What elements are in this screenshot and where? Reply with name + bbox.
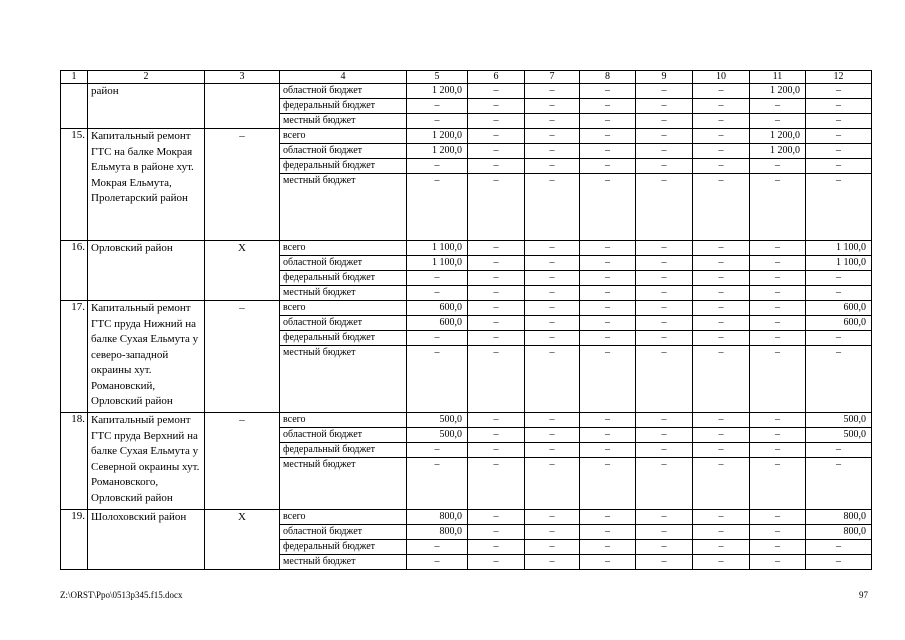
amount-cell: – — [750, 256, 806, 271]
header-cell: 2 — [88, 71, 205, 84]
amount-cell: – — [525, 331, 580, 346]
object-name: Шолоховский район — [88, 510, 205, 570]
amount-cell: – — [750, 99, 806, 114]
amount-cell: – — [693, 331, 750, 346]
amount-cell: – — [468, 443, 525, 458]
amount-cell: – — [580, 256, 636, 271]
amount-cell: – — [468, 540, 525, 555]
header-row — [61, 71, 872, 84]
table-row — [61, 84, 872, 99]
amount-cell: – — [693, 316, 750, 331]
amount-cell: 800,0 — [407, 525, 468, 540]
amount-cell: – — [636, 114, 693, 129]
amount-cell: – — [580, 540, 636, 555]
amount-cell: – — [468, 525, 525, 540]
amount-cell: – — [636, 129, 693, 144]
row-number: 16. — [61, 241, 88, 301]
amount-cell: – — [750, 428, 806, 443]
amount-cell: – — [525, 413, 580, 428]
amount-cell: – — [525, 84, 580, 99]
budget-type: областной бюджет — [280, 525, 407, 540]
amount-cell: – — [750, 174, 806, 241]
amount-cell: – — [750, 316, 806, 331]
amount-cell: – — [407, 540, 468, 555]
amount-cell: 500,0 — [407, 413, 468, 428]
budget-type: местный бюджет — [280, 458, 407, 510]
amount-cell: – — [636, 346, 693, 413]
amount-cell: – — [806, 540, 872, 555]
amount-cell: 1 200,0 — [750, 144, 806, 159]
amount-cell: – — [407, 271, 468, 286]
amount-cell: – — [750, 525, 806, 540]
header-cell: 10 — [693, 71, 750, 84]
amount-cell: – — [750, 540, 806, 555]
object-name: район — [88, 84, 205, 129]
amount-cell: – — [468, 555, 525, 570]
amount-cell: – — [468, 174, 525, 241]
amount-cell: – — [468, 286, 525, 301]
amount-cell: – — [636, 510, 693, 525]
amount-cell: – — [525, 286, 580, 301]
amount-cell: – — [636, 256, 693, 271]
amount-cell: 800,0 — [806, 525, 872, 540]
amount-cell: 800,0 — [407, 510, 468, 525]
amount-cell: – — [636, 241, 693, 256]
amount-cell: – — [468, 84, 525, 99]
amount-cell: – — [407, 174, 468, 241]
amount-cell: – — [580, 458, 636, 510]
amount-cell: – — [693, 286, 750, 301]
amount-cell: – — [693, 84, 750, 99]
amount-cell: – — [636, 174, 693, 241]
amount-cell: – — [407, 555, 468, 570]
amount-cell: – — [750, 271, 806, 286]
amount-cell: – — [636, 443, 693, 458]
amount-cell: – — [636, 458, 693, 510]
amount-cell: – — [407, 99, 468, 114]
header-cell: 6 — [468, 71, 525, 84]
amount-cell: – — [407, 458, 468, 510]
table-row — [61, 413, 872, 428]
amount-cell: – — [468, 413, 525, 428]
header-cell: 4 — [280, 71, 407, 84]
amount-cell: – — [693, 413, 750, 428]
amount-cell: – — [580, 174, 636, 241]
amount-cell: – — [636, 144, 693, 159]
amount-cell: – — [636, 428, 693, 443]
amount-cell: – — [580, 159, 636, 174]
budget-type: всего — [280, 241, 407, 256]
amount-cell: – — [468, 129, 525, 144]
amount-cell: – — [468, 301, 525, 316]
amount-cell: 1 100,0 — [806, 256, 872, 271]
amount-cell: – — [636, 540, 693, 555]
amount-cell: – — [525, 525, 580, 540]
footer-page-number: 97 — [859, 590, 868, 600]
row-number — [61, 84, 88, 129]
amount-cell: 600,0 — [407, 301, 468, 316]
amount-cell: – — [750, 159, 806, 174]
amount-cell: – — [580, 271, 636, 286]
budget-type: местный бюджет — [280, 114, 407, 129]
amount-cell: – — [525, 346, 580, 413]
amount-cell: – — [468, 159, 525, 174]
amount-cell: – — [525, 114, 580, 129]
amount-cell: – — [468, 316, 525, 331]
amount-cell: 1 200,0 — [407, 84, 468, 99]
amount-cell: – — [693, 159, 750, 174]
amount-cell: 600,0 — [407, 316, 468, 331]
amount-cell: 1 200,0 — [750, 129, 806, 144]
amount-cell: 1 200,0 — [407, 144, 468, 159]
amount-cell: – — [525, 271, 580, 286]
amount-cell: – — [525, 540, 580, 555]
budget-type: всего — [280, 129, 407, 144]
amount-cell: – — [525, 301, 580, 316]
amount-cell: – — [750, 458, 806, 510]
amount-cell: 1 100,0 — [407, 256, 468, 271]
amount-cell: – — [468, 331, 525, 346]
amount-cell: – — [407, 114, 468, 129]
amount-cell: – — [806, 99, 872, 114]
amount-cell: – — [580, 144, 636, 159]
amount-cell: – — [636, 331, 693, 346]
amount-cell: – — [407, 331, 468, 346]
header-cell: 9 — [636, 71, 693, 84]
amount-cell: – — [407, 286, 468, 301]
row-number: 17. — [61, 301, 88, 413]
budget-type: всего — [280, 301, 407, 316]
amount-cell: 1 100,0 — [806, 241, 872, 256]
budget-type: местный бюджет — [280, 286, 407, 301]
amount-cell: – — [636, 84, 693, 99]
amount-cell: – — [750, 555, 806, 570]
amount-cell: – — [636, 271, 693, 286]
amount-cell: – — [636, 525, 693, 540]
amount-cell: – — [580, 84, 636, 99]
amount-cell: – — [750, 510, 806, 525]
amount-cell: – — [468, 510, 525, 525]
table-row — [61, 129, 872, 144]
amount-cell: – — [806, 129, 872, 144]
amount-cell: – — [806, 331, 872, 346]
amount-cell: – — [580, 129, 636, 144]
amount-cell: – — [636, 413, 693, 428]
amount-cell: – — [525, 316, 580, 331]
amount-cell: – — [407, 443, 468, 458]
amount-cell: 600,0 — [806, 301, 872, 316]
header-cell: 1 — [61, 71, 88, 84]
column-3-value: – — [205, 413, 280, 510]
amount-cell: – — [580, 286, 636, 301]
amount-cell: – — [468, 256, 525, 271]
header-cell: 8 — [580, 71, 636, 84]
amount-cell: – — [806, 174, 872, 241]
amount-cell: – — [693, 346, 750, 413]
budget-type: областной бюджет — [280, 316, 407, 331]
budget-type: федеральный бюджет — [280, 99, 407, 114]
amount-cell: – — [525, 458, 580, 510]
budget-type: местный бюджет — [280, 346, 407, 413]
row-number: 19. — [61, 510, 88, 570]
budget-type: областной бюджет — [280, 84, 407, 99]
budget-type: федеральный бюджет — [280, 331, 407, 346]
amount-cell: – — [580, 99, 636, 114]
amount-cell: – — [693, 144, 750, 159]
amount-cell: – — [693, 540, 750, 555]
amount-cell: – — [806, 159, 872, 174]
object-name: Капитальный ремонт ГТС на балке Мокрая Ельмута в районе хут. Мокрая Ельмута, Пролетарский район — [88, 129, 205, 241]
amount-cell: – — [407, 159, 468, 174]
amount-cell: – — [468, 428, 525, 443]
amount-cell: – — [693, 525, 750, 540]
header-cell: 3 — [205, 71, 280, 84]
column-3-value: Х — [205, 510, 280, 570]
amount-cell: – — [525, 256, 580, 271]
budget-type: федеральный бюджет — [280, 443, 407, 458]
amount-cell: 1 200,0 — [750, 84, 806, 99]
amount-cell: – — [750, 346, 806, 413]
amount-cell: – — [693, 271, 750, 286]
amount-cell: 500,0 — [407, 428, 468, 443]
amount-cell: – — [693, 174, 750, 241]
amount-cell: – — [525, 443, 580, 458]
header-cell: 7 — [525, 71, 580, 84]
amount-cell: 500,0 — [806, 428, 872, 443]
object-name: Орловский район — [88, 241, 205, 301]
amount-cell: – — [407, 346, 468, 413]
amount-cell: – — [750, 331, 806, 346]
budget-type: всего — [280, 413, 407, 428]
table-body — [61, 71, 872, 570]
header-cell: 11 — [750, 71, 806, 84]
amount-cell: – — [806, 443, 872, 458]
amount-cell: – — [580, 331, 636, 346]
amount-cell: – — [806, 144, 872, 159]
budget-type: местный бюджет — [280, 555, 407, 570]
amount-cell: – — [806, 271, 872, 286]
amount-cell: – — [636, 99, 693, 114]
amount-cell: – — [525, 555, 580, 570]
table-row — [61, 510, 872, 525]
amount-cell: – — [750, 241, 806, 256]
amount-cell: – — [693, 241, 750, 256]
footer-file-path: Z:\ORST\Ppo\0513p345.f15.docx — [60, 590, 183, 600]
amount-cell: – — [580, 346, 636, 413]
column-3-value: – — [205, 301, 280, 413]
amount-cell: – — [580, 428, 636, 443]
table-row — [61, 301, 872, 316]
amount-cell: – — [468, 271, 525, 286]
budget-type: всего — [280, 510, 407, 525]
amount-cell: – — [806, 458, 872, 510]
amount-cell: – — [750, 286, 806, 301]
amount-cell: – — [525, 144, 580, 159]
amount-cell: – — [525, 428, 580, 443]
amount-cell: – — [580, 316, 636, 331]
amount-cell: – — [750, 443, 806, 458]
amount-cell: 1 200,0 — [407, 129, 468, 144]
header-cell: 12 — [806, 71, 872, 84]
amount-cell: – — [525, 159, 580, 174]
amount-cell: – — [750, 413, 806, 428]
column-3-value — [205, 84, 280, 129]
amount-cell: – — [693, 428, 750, 443]
amount-cell: 500,0 — [806, 413, 872, 428]
amount-cell: – — [806, 84, 872, 99]
budget-type: федеральный бюджет — [280, 159, 407, 174]
amount-cell: – — [468, 458, 525, 510]
amount-cell: – — [636, 301, 693, 316]
amount-cell: – — [525, 510, 580, 525]
amount-cell: – — [693, 114, 750, 129]
amount-cell: – — [468, 346, 525, 413]
amount-cell: – — [525, 99, 580, 114]
budget-type: областной бюджет — [280, 256, 407, 271]
header-cell: 5 — [407, 71, 468, 84]
amount-cell: – — [693, 99, 750, 114]
amount-cell: – — [806, 286, 872, 301]
column-3-value: – — [205, 129, 280, 241]
amount-cell: – — [636, 555, 693, 570]
amount-cell: – — [525, 174, 580, 241]
amount-cell: – — [525, 241, 580, 256]
amount-cell: – — [693, 443, 750, 458]
amount-cell: – — [693, 510, 750, 525]
amount-cell: – — [580, 301, 636, 316]
amount-cell: – — [693, 555, 750, 570]
amount-cell: – — [580, 114, 636, 129]
amount-cell: 1 100,0 — [407, 241, 468, 256]
amount-cell: – — [806, 346, 872, 413]
budget-table — [60, 70, 872, 570]
amount-cell: – — [468, 99, 525, 114]
budget-type: областной бюджет — [280, 428, 407, 443]
amount-cell: – — [580, 241, 636, 256]
budget-type: федеральный бюджет — [280, 271, 407, 286]
amount-cell: – — [580, 510, 636, 525]
row-number: 15. — [61, 129, 88, 241]
budget-type: федеральный бюджет — [280, 540, 407, 555]
amount-cell: – — [693, 256, 750, 271]
amount-cell: – — [580, 555, 636, 570]
amount-cell: – — [525, 129, 580, 144]
amount-cell: – — [806, 555, 872, 570]
budget-type: местный бюджет — [280, 174, 407, 241]
amount-cell: – — [468, 114, 525, 129]
amount-cell: – — [750, 114, 806, 129]
amount-cell: – — [806, 114, 872, 129]
row-number: 18. — [61, 413, 88, 510]
amount-cell: 600,0 — [806, 316, 872, 331]
budget-type: областной бюджет — [280, 144, 407, 159]
object-name: Капитальный ремонт ГТС пруда Нижний на балке Сухая Ельмута у северо-западной окраины хут. Романовский, Орловский район — [88, 301, 205, 413]
amount-cell: – — [636, 286, 693, 301]
amount-cell: – — [693, 129, 750, 144]
amount-cell: 800,0 — [806, 510, 872, 525]
amount-cell: – — [636, 316, 693, 331]
object-name: Капитальный ремонт ГТС пруда Верхний на балке Сухая Ельмута у Северной окраины хут. Романовского, Орловский район — [88, 413, 205, 510]
amount-cell: – — [693, 458, 750, 510]
amount-cell: – — [468, 241, 525, 256]
amount-cell: – — [693, 301, 750, 316]
amount-cell: – — [580, 525, 636, 540]
amount-cell: – — [636, 159, 693, 174]
column-3-value: Х — [205, 241, 280, 301]
amount-cell: – — [580, 443, 636, 458]
amount-cell: – — [468, 144, 525, 159]
amount-cell: – — [580, 413, 636, 428]
table-row — [61, 241, 872, 256]
amount-cell: – — [750, 301, 806, 316]
